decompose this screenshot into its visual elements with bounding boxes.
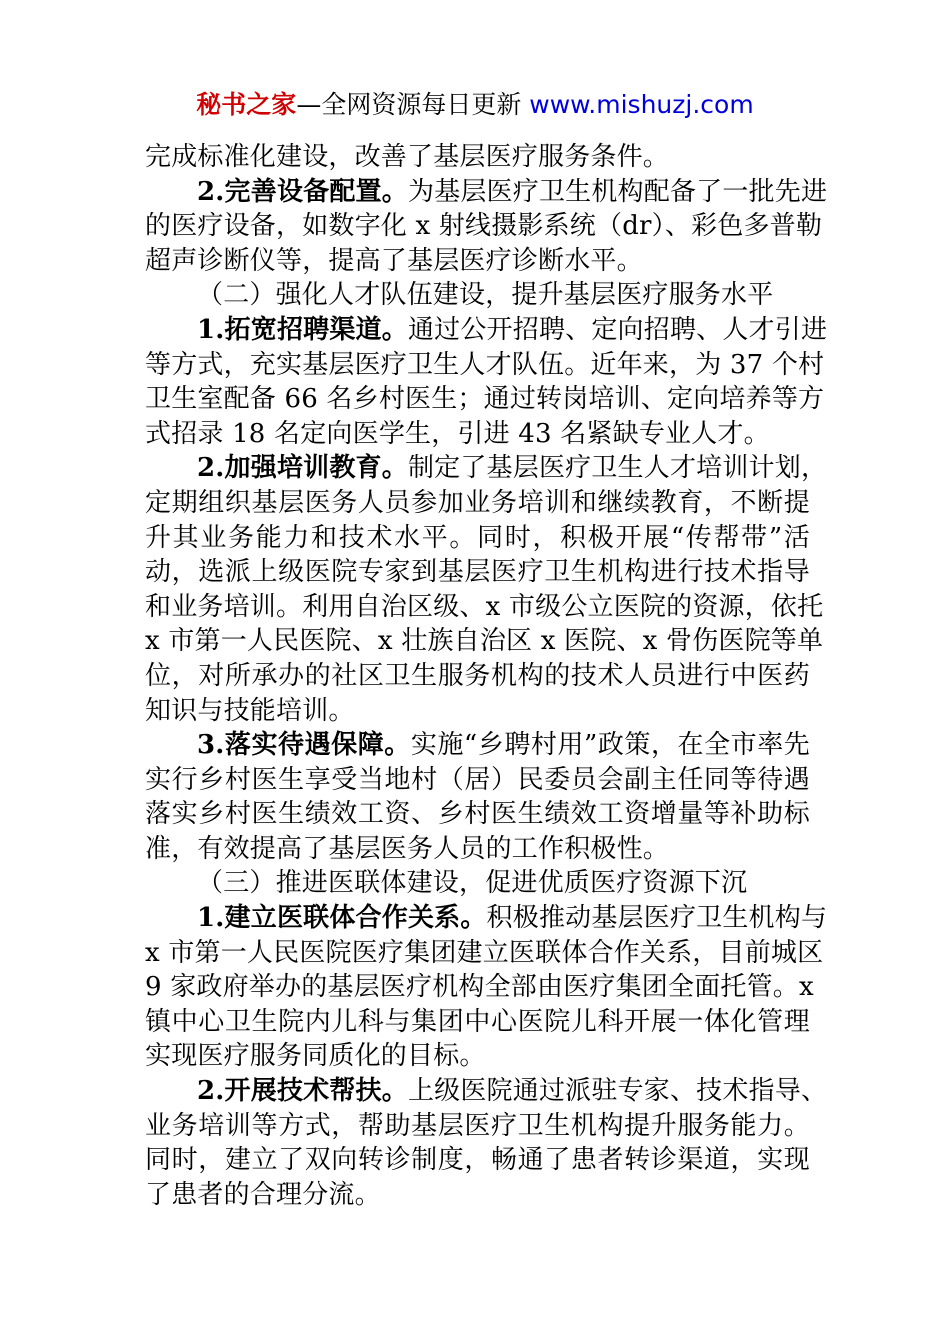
text-line: 的医疗设备，如数字化 x 射线摄影系统（dr）、彩色多普勒 xyxy=(145,211,823,242)
text-line: 式招录 18 名定向医学生，引进 43 名紧缺专业人才。 xyxy=(145,418,770,449)
text-line: 了患者的合理分流。 xyxy=(145,1179,381,1210)
item-heading: 2.开展技术帮扶。 xyxy=(197,1076,408,1107)
text-line: 位，对所承办的社区卫生服务机构的技术人员进行中医药 xyxy=(145,660,810,691)
section-heading: （三）推进医联体建设，促进优质医疗资源下沉 xyxy=(197,868,748,899)
item-heading-line: 2.开展技术帮扶。上级医院通过派驻专家、技术指导、 xyxy=(197,1076,828,1107)
item-heading-line: 1.建立医联体合作关系。积极推动基层医疗卫生机构与 xyxy=(197,903,828,934)
text-line: 实现医疗服务同质化的目标。 xyxy=(145,1041,486,1072)
text-line: 超声诊断仪等，提高了基层医疗诊断水平。 xyxy=(145,245,643,276)
text-line: 动，选派上级医院专家到基层医疗卫生机构进行技术指导 xyxy=(145,557,810,588)
text-line: x 市第一人民医院医疗集团建立医联体合作关系，目前城区 xyxy=(145,937,824,968)
site-url-link[interactable]: www.mishuzj.com xyxy=(529,90,754,119)
item-heading: 1.拓宽招聘渠道。 xyxy=(197,314,408,345)
text-line: 等方式，充实基层医疗卫生人才队伍。近年来，为 37 个村 xyxy=(145,349,825,380)
item-heading-line: 1.拓宽招聘渠道。通过公开招聘、定向招聘、人才引进 xyxy=(197,314,828,345)
text-line: 9 家政府举办的基层医疗机构全部由医疗集团全面托管。x xyxy=(145,972,814,1003)
item-heading-line: 3.落实待遇保障。实施“乡聘村用”政策，在全市率先 xyxy=(197,730,810,761)
item-heading: 2.完善设备配置。 xyxy=(197,176,408,207)
document-body xyxy=(145,140,828,1212)
text-line: 定期组织基层医务人员参加业务培训和继续教育，不断提 xyxy=(145,487,810,518)
item-heading-line: 2.完善设备配置。为基层医疗卫生机构配备了一批先进 xyxy=(197,176,828,207)
text-line: 业务培训等方式，帮助基层医疗卫生机构提升服务能力。 xyxy=(145,1110,810,1141)
text-line: 镇中心卫生院内儿科与集团中心医院儿科开展一体化管理 xyxy=(145,1006,810,1037)
text-line: 升其业务能力和技术水平。同时，积极开展“传帮带”活 xyxy=(145,522,810,553)
text-line: x 市第一人民医院、x 壮族自治区 x 医院、x 骨伤医院等单 xyxy=(145,626,824,657)
item-heading: 1.建立医联体合作关系。 xyxy=(197,903,487,934)
text-line: 完成标准化建设，改善了基层医疗服务条件。 xyxy=(145,142,670,172)
text-line: 落实乡村医生绩效工资、乡村医生绩效工资增量等补助标 xyxy=(145,799,810,830)
text-line: 卫生室配备 66 名乡村医生；通过转岗培训、定向培养等方 xyxy=(145,384,825,415)
text-line: 准，有效提高了基层医务人员的工作积极性。 xyxy=(145,833,670,864)
section-heading: （二）强化人才队伍建设，提升基层医疗服务水平 xyxy=(197,280,774,311)
header-slogan: —全网资源每日更新 xyxy=(296,90,530,119)
page-header xyxy=(0,88,950,122)
text-line: 知识与技能培训。 xyxy=(145,695,355,726)
item-heading-line: 2.加强培训教育。制定了基层医疗卫生人才培训计划， xyxy=(197,453,828,484)
item-heading: 3.落实待遇保障。 xyxy=(197,730,411,761)
item-heading: 2.加强培训教育。 xyxy=(197,453,408,484)
site-name: 秘书之家 xyxy=(196,90,297,119)
text-line: 同时，建立了双向转诊制度，畅通了患者转诊渠道，实现 xyxy=(145,1145,810,1176)
text-line: 实行乡村医生享受当地村（居）民委员会副主任同等待遇 xyxy=(145,764,810,795)
text-line: 和业务培训。利用自治区级、x 市级公立医院的资源，依托 xyxy=(145,591,824,622)
